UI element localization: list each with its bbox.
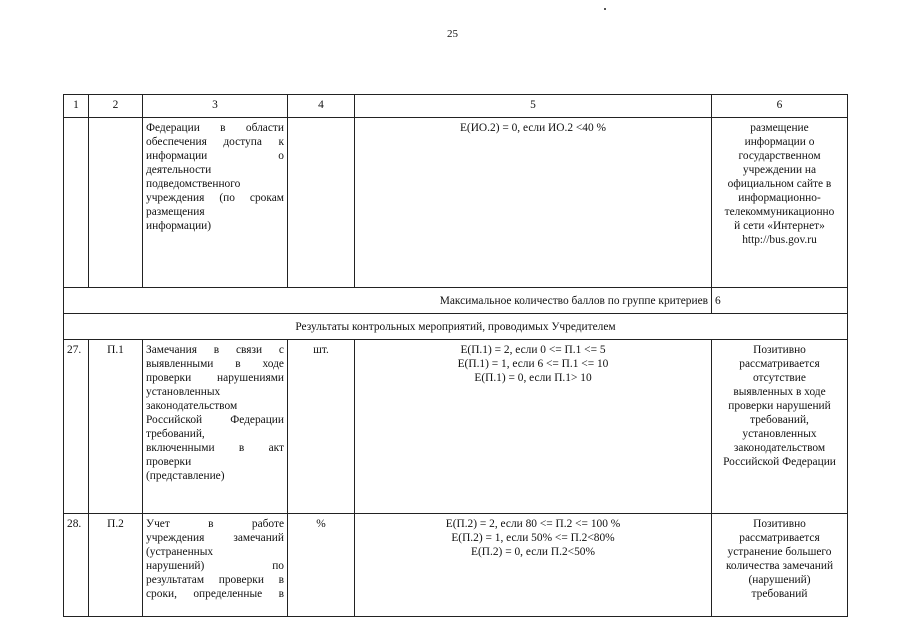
- source-line: законодательством: [733, 442, 826, 454]
- table-row: [64, 118, 848, 288]
- row-number: [64, 118, 89, 288]
- desc-line: информации о: [146, 150, 284, 162]
- desc-line: результатам проверки в: [146, 574, 284, 586]
- desc-line: установленных: [146, 386, 221, 398]
- indicator-code: П.1: [89, 340, 143, 514]
- desc-line: нарушений) по: [146, 560, 284, 572]
- desc-line: проверки нарушениями: [146, 372, 284, 384]
- desc-line: выявленными в ходе: [146, 358, 284, 370]
- max-score-label: Максимальное количество баллов по группе критериев: [64, 288, 712, 314]
- source-line: Позитивно: [753, 518, 806, 530]
- formula-line: E(ИО.2) = 0, если ИО.2 <40 %: [459, 122, 607, 134]
- unit: %: [288, 514, 355, 617]
- desc-line: Федерации в области: [146, 122, 284, 134]
- desc-line: деятельности: [146, 164, 212, 176]
- group-title: Результаты контрольных мероприятий, проводимых Учредителем: [64, 314, 848, 340]
- source-line: рассматривается: [739, 532, 820, 544]
- indicator-code: П.2: [89, 514, 143, 617]
- max-score-row: [64, 288, 848, 314]
- desc-line: Российской Федерации: [146, 414, 284, 426]
- scoring-formula: [355, 340, 712, 514]
- desc-line: информации): [146, 220, 212, 232]
- desc-line: учреждения замечаний: [146, 532, 284, 544]
- source-line: размещение: [750, 122, 809, 134]
- source-line: выявленных в ходе: [733, 386, 826, 398]
- source-line: требований,: [750, 414, 809, 426]
- information-source: [712, 118, 848, 288]
- desc-line: подведомственного: [146, 178, 241, 190]
- source-line: Российской Федерации: [723, 456, 836, 468]
- header-cell-2: 2: [89, 95, 143, 118]
- indicator-description: [143, 340, 288, 514]
- indicator-code: [89, 118, 143, 288]
- source-line: отсутствие: [753, 372, 806, 384]
- source-line: проверки нарушений: [728, 400, 831, 412]
- unit: шт.: [288, 340, 355, 514]
- desc-line: (устраненных: [146, 546, 214, 558]
- source-line: информационно-: [738, 192, 821, 204]
- formula-line: E(П.2) = 0, если П.2<50%: [471, 546, 595, 558]
- page-number: 25: [447, 28, 458, 40]
- header-row: [64, 95, 848, 118]
- scoring-formula: [355, 118, 712, 288]
- source-line: Позитивно: [753, 344, 806, 356]
- group-title-row: [64, 314, 848, 340]
- desc-line: проверки: [146, 456, 192, 468]
- source-line: количества замечаний: [725, 560, 834, 572]
- formula-line: E(П.1) = 0, если П.1> 10: [474, 372, 592, 384]
- source-line: й сети «Интернет»: [734, 220, 825, 232]
- formula-line: E(П.2) = 1, если 50% <= П.2<80%: [451, 532, 615, 544]
- source-line: рассматривается: [739, 358, 820, 370]
- source-line: требований: [751, 588, 808, 600]
- formula-line: E(П.1) = 2, если 0 <= П.1 <= 5: [460, 344, 606, 356]
- source-line: устранение большего: [727, 546, 832, 558]
- indicator-description: [143, 514, 288, 617]
- header-cell-5: 5: [355, 95, 712, 118]
- source-line: (нарушений): [748, 574, 811, 586]
- table-row: [64, 340, 848, 514]
- header-cell-3: 3: [143, 95, 288, 118]
- source-line: http://bus.gov.ru: [742, 234, 817, 246]
- scoring-formula: [355, 514, 712, 617]
- header-cell-4: 4: [288, 95, 355, 118]
- desc-line: законодательством: [146, 400, 238, 412]
- desc-line: Замечания в связи с: [146, 344, 284, 356]
- source-line: государственном: [738, 150, 821, 162]
- desc-line: (представление): [146, 470, 225, 482]
- max-score-value: 6: [712, 288, 848, 314]
- formula-line: E(П.1) = 1, если 6 <= П.1 <= 10: [457, 358, 609, 370]
- source-line: телекоммуникационно: [724, 206, 835, 218]
- scan-speck: [604, 8, 606, 10]
- desc-line: Учет в работе: [146, 518, 284, 530]
- formula-line: E(П.2) = 2, если 80 <= П.2 <= 100 %: [445, 518, 621, 530]
- desc-line: включенными в акт: [146, 442, 284, 454]
- source-line: установленных: [742, 428, 817, 440]
- header-cell-6: 6: [712, 95, 848, 118]
- information-source: [712, 340, 848, 514]
- source-line: учреждении на: [742, 164, 817, 176]
- row-number: 28.: [64, 514, 89, 617]
- desc-line: размещения: [146, 206, 205, 218]
- desc-line: учреждения (по срокам: [146, 192, 284, 204]
- information-source: [712, 514, 848, 617]
- header-cell-1: 1: [64, 95, 89, 118]
- desc-line: обеспечения доступа к: [146, 136, 284, 148]
- desc-line: сроки, определенные в: [146, 588, 284, 600]
- criteria-table: [63, 94, 848, 617]
- indicator-description: [143, 118, 288, 288]
- table-row: [64, 514, 848, 617]
- row-number: 27.: [64, 340, 89, 514]
- source-line: информации о: [744, 136, 815, 148]
- source-line: официальном сайте в: [727, 178, 832, 190]
- desc-line: требований,: [146, 428, 205, 440]
- unit: [288, 118, 355, 288]
